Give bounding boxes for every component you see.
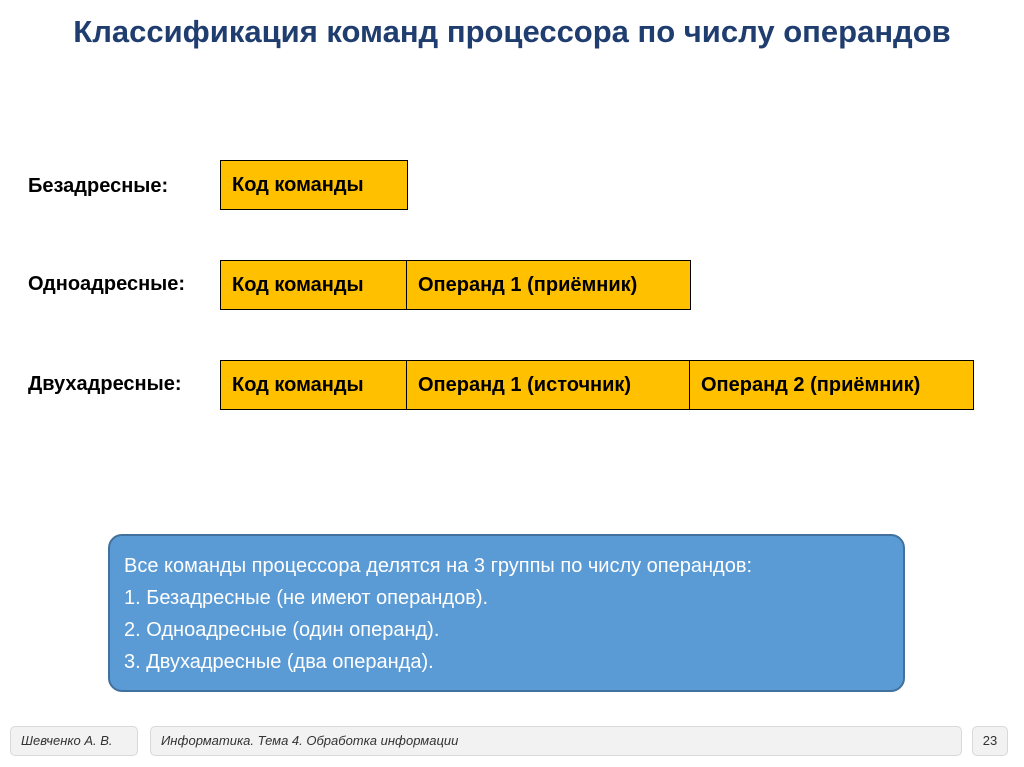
summary-callout (108, 534, 905, 692)
cell-operand-1: Операнд 1 (приёмник) (406, 260, 691, 310)
cell-opcode: Код команды (220, 260, 408, 310)
footer-author: Шевченко А. В. (10, 726, 138, 756)
slide-title: Классификация команд процессора по числу операндов (73, 14, 951, 49)
row-label-two-address: Двухадресные: (28, 373, 182, 395)
cell-operand-2: Операнд 2 (приёмник) (689, 360, 974, 410)
summary-line: 2. Одноадресные (один операнд). (124, 619, 440, 641)
footer-page-number: 23 (972, 726, 1008, 756)
cell-opcode: Код команды (220, 360, 408, 410)
footer-course-title: Информатика. Тема 4. Обработка информации (150, 726, 962, 756)
row-label-zero-address: Безадресные: (28, 175, 169, 197)
summary-line: Все команды процессора делятся на 3 группы по числу операндов: (124, 555, 753, 577)
cell-operand-1: Операнд 1 (источник) (406, 360, 691, 410)
row-label-one-address: Одноадресные: (28, 273, 186, 295)
summary-line: 3. Двухадресные (два операнда). (124, 651, 434, 673)
cell-opcode: Код команды (220, 160, 408, 210)
summary-line: 1. Безадресные (не имеют операндов). (124, 587, 489, 609)
